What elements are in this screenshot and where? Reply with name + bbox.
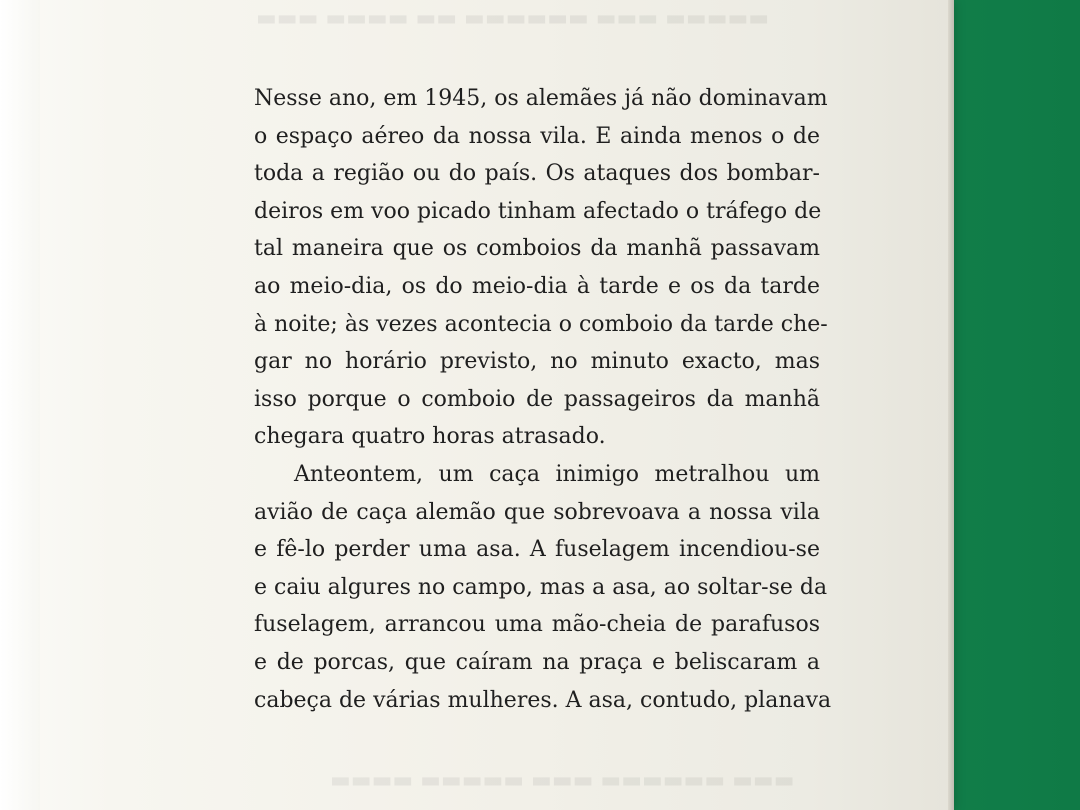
text-line: ao meio-dia, os do meio-dia à tarde e os da tarde bbox=[254, 273, 820, 299]
show-through-text-top: ▬▬▬ ▬▬▬▬ ▬▬ ▬▬▬▬▬▬ ▬▬▬ ▬▬▬▬▬ bbox=[256, 6, 770, 31]
text-line: e fê-lo perder uma asa. A fuselagem incendiou-se bbox=[254, 537, 820, 563]
text-line: o espaço aéreo da nossa vila. E ainda menos o de bbox=[254, 123, 820, 149]
paragraph-1 bbox=[254, 80, 828, 456]
page-gutter bbox=[0, 0, 40, 810]
text-line: e caiu algures no campo, mas a asa, ao soltar-se da bbox=[254, 574, 828, 600]
show-through-text-bottom: ▬▬▬▬ ▬▬▬▬▬ ▬▬▬ ▬▬▬▬▬▬ ▬▬▬ bbox=[330, 768, 795, 793]
text-line: avião de caça alemão que sobrevoava a nossa vila bbox=[254, 499, 820, 525]
text-line: toda a região ou do país. Os ataques dos bombar- bbox=[254, 161, 820, 187]
text-line: cabeça de várias mulheres. A asa, contudo, planava bbox=[254, 687, 832, 713]
text-line: fuselagem, arrancou uma mão-cheia de parafusos bbox=[254, 612, 820, 638]
text-line: chegara quatro horas atrasado. bbox=[254, 424, 606, 450]
text-line: e de porcas, que caíram na praça e beliscaram a bbox=[254, 649, 820, 675]
page-edge bbox=[948, 0, 954, 810]
text-line: à noite; às vezes acontecia o comboio da tarde che- bbox=[254, 311, 828, 337]
text-line: gar no horário previsto, no minuto exacto, mas bbox=[254, 349, 820, 375]
text-line: tal maneira que os comboios da manhã passavam bbox=[254, 236, 820, 262]
paragraph-2 bbox=[254, 456, 832, 719]
text-line: Nesse ano, em 1945, os alemães já não dominavam bbox=[254, 86, 828, 111]
body-text bbox=[254, 80, 832, 719]
text-line: Anteontem, um caça inimigo metralhou um bbox=[294, 461, 820, 487]
text-line: isso porque o comboio de passageiros da manhã bbox=[254, 386, 820, 412]
text-line: deiros em voo picado tinham afectado o tráfego de bbox=[254, 198, 822, 224]
